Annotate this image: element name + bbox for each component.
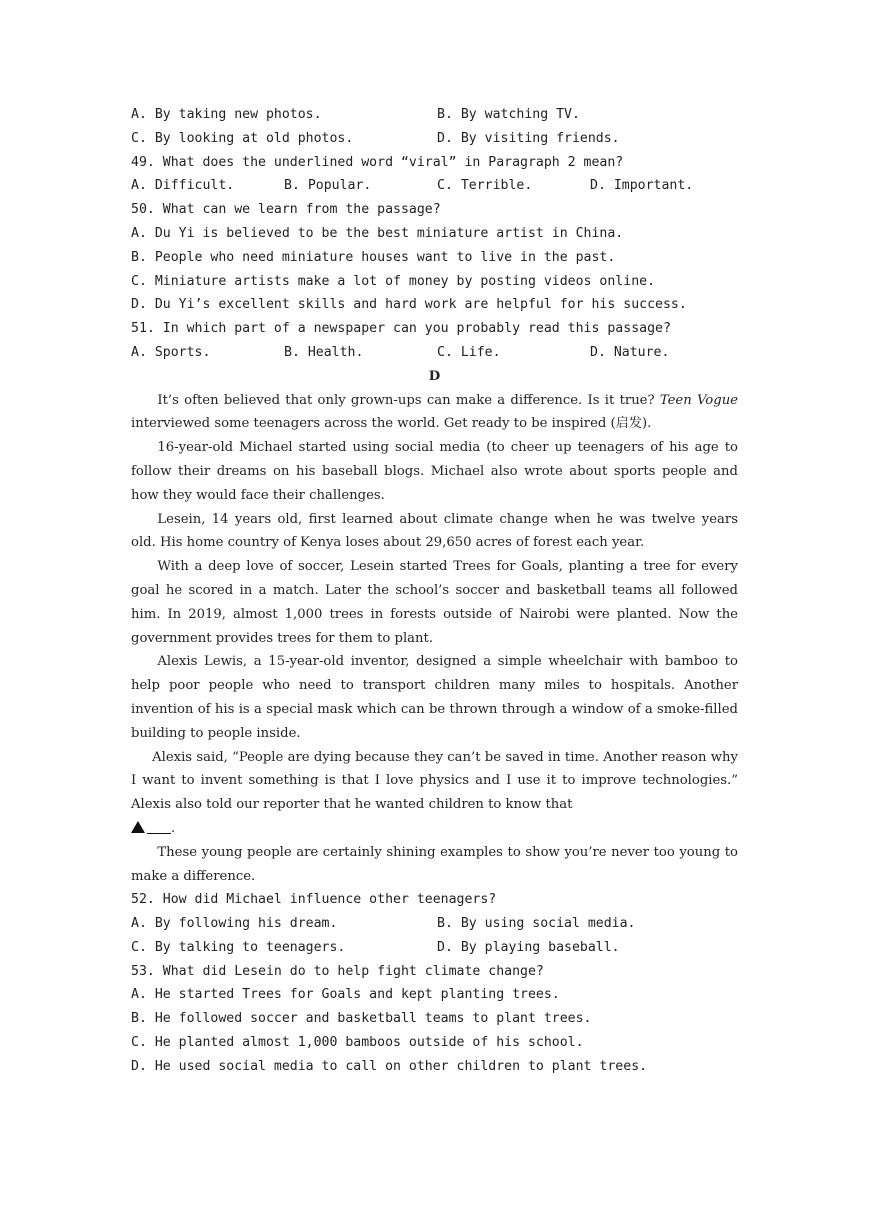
- q51-option-c: C. Life.: [437, 344, 501, 360]
- q49-question: 49. What does the underlined word “viral” in Paragraph 2 mean?: [131, 154, 624, 170]
- q48-option-c: C. By looking at old photos.: [131, 130, 354, 146]
- q52-option-c: C. By talking to teenagers.: [131, 939, 346, 955]
- q53-option-a: A. He started Trees for Goals and kept planting trees.: [131, 987, 560, 1003]
- q50-question: 50. What can we learn from the passage?: [131, 202, 441, 218]
- q48-option-d: D. By visiting friends.: [437, 130, 620, 146]
- paragraph-1-text-end: interviewed some teenagers across the world. Get ready to be inspired (启发).: [131, 416, 652, 432]
- q49-options: [131, 174, 738, 198]
- q48-options-row-1: [131, 103, 738, 127]
- q52-question: 52. How did Michael influence other teenagers?: [131, 892, 497, 908]
- q48-option-b: B. By watching TV.: [437, 107, 580, 122]
- q51-options: [131, 341, 738, 365]
- q49-option-b: B. Popular.: [284, 178, 372, 194]
- q50-option-a: A. Du Yi is believed to be the best miniature artist in China.: [131, 225, 624, 241]
- q51-question: 51. In which part of a newspaper can you probably read this passage?: [131, 321, 671, 337]
- paragraph-1-text-start: It’s often believed that only grown-ups can make a difference. Is it true?: [157, 392, 660, 408]
- q52-option-d: D. By playing baseball.: [437, 939, 620, 955]
- q52-options-row-1: [131, 912, 738, 936]
- passage-paragraph-1: [131, 389, 738, 437]
- q52-options-row-2: [131, 936, 738, 960]
- magazine-name: Teen Vogue: [659, 392, 738, 408]
- paragraph-6-text: Alexis said, “People are dying because they can’t be saved in time. Another reason why I want to invent something is that I love physics and I use it to improve technologies.” Alexis also told our reporter that he wanted children to know that: [131, 749, 738, 813]
- q52-option-a: A. By following his dream.: [131, 916, 338, 932]
- q51-option-d: D. Nature.: [590, 344, 670, 360]
- passage-paragraph-3: Lesein, 14 years old, first learned about climate change when he was twelve years old. His home country of Kenya loses about 29,650 acres of forest each year.: [131, 511, 738, 551]
- passage-paragraph-4: With a deep love of soccer, Lesein started Trees for Goals, planting a tree for every goal he scored in a match. Later the school’s soccer and basketball teams all followed him. In 2019, almost 1,000 trees in forests outside of Nairobi were planted. Now the government provides trees for them to plant.: [131, 559, 738, 646]
- q49-option-d: D. Important.: [590, 178, 694, 194]
- passage-paragraph-2: 16-year-old Michael started using social media (to cheer up teenagers of his age to follow their dreams on his baseball blogs. Michael also wrote about sports people and how they would face their challenges.: [131, 440, 738, 503]
- q52-option-b: B. By using social media.: [437, 916, 636, 932]
- blank-period: .: [171, 820, 176, 836]
- q53-option-b: B. He followed soccer and basketball teams to plant trees.: [131, 1011, 592, 1027]
- passage-paragraph-6: [131, 746, 738, 817]
- answer-blank: [147, 819, 171, 834]
- triangle-icon: [131, 821, 145, 833]
- passage-paragraph-5: Alexis Lewis, a 15-year-old inventor, designed a simple wheelchair with bamboo to help poor people who need to transport children many miles to hospitals. Another invention of his is a special mask which can be thrown through a window of a smoke-filled building to people inside.: [131, 654, 738, 741]
- section-title: D: [428, 368, 441, 384]
- q53-option-d: D. He used social media to call on other children to plant trees.: [131, 1058, 648, 1074]
- q48-options-row-2: [131, 127, 738, 151]
- q53-option-c: C. He planted almost 1,000 bamboos outside of his school.: [131, 1035, 584, 1051]
- answer-blank-line: [131, 817, 738, 841]
- q50-option-b: B. People who need miniature houses want to live in the past.: [131, 249, 616, 265]
- passage-paragraph-7: These young people are certainly shining examples to show you’re never too young to make a difference.: [131, 844, 738, 884]
- q49-option-a: A. Difficult.: [131, 178, 235, 194]
- q49-option-c: C. Terrible.: [437, 178, 533, 194]
- exam-page: [131, 103, 738, 1079]
- q51-option-b: B. Health.: [284, 344, 364, 360]
- q50-option-c: C. Miniature artists make a lot of money by posting videos online.: [131, 273, 656, 289]
- q48-option-a: A. By taking new photos.: [131, 107, 322, 122]
- q51-option-a: A. Sports.: [131, 344, 211, 360]
- q50-option-d: D. Du Yi’s excellent skills and hard work are helpful for his success.: [131, 297, 687, 313]
- q53-question: 53. What did Lesein do to help fight climate change?: [131, 963, 544, 979]
